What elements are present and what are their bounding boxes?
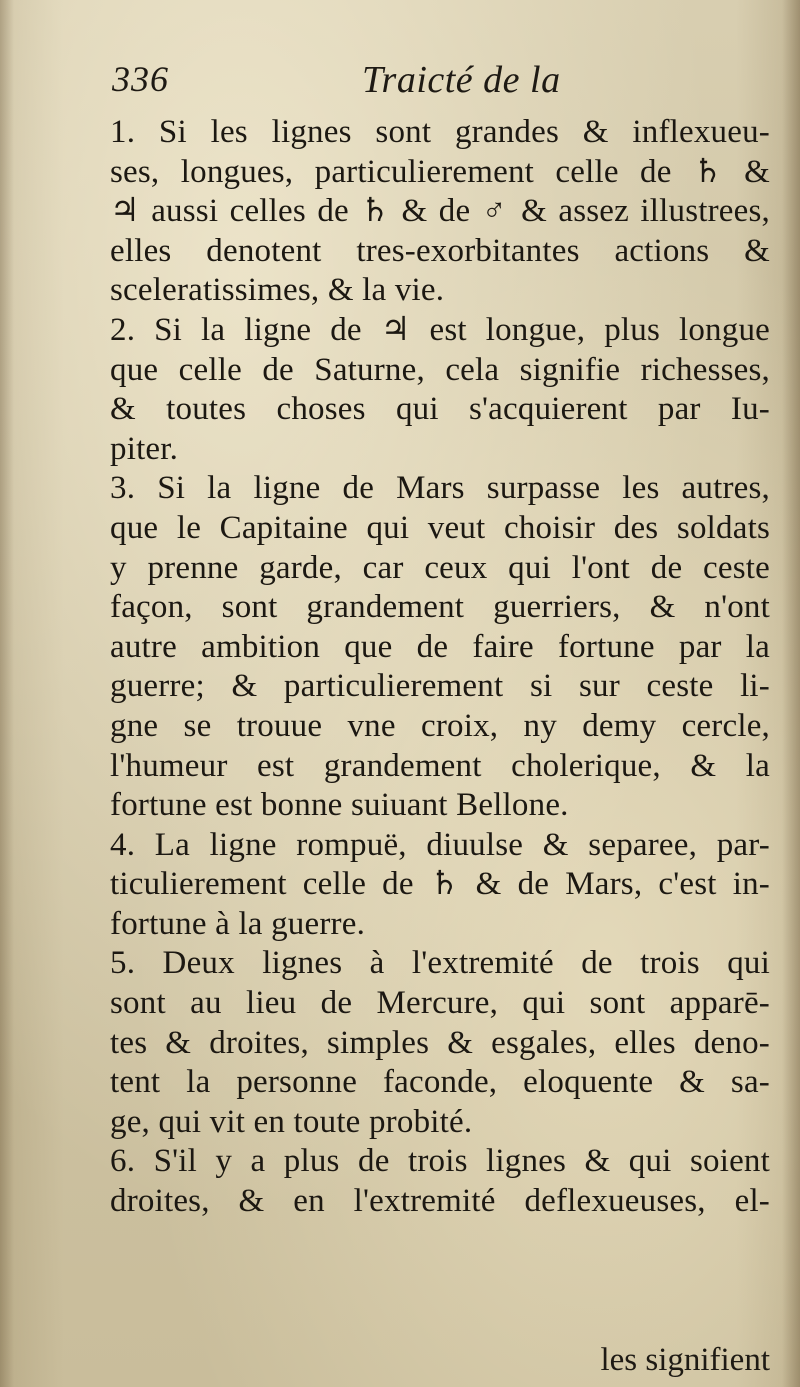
- text-line: piter.: [110, 430, 179, 467]
- text-line: 1. Si les lignes sont grandes & inflexueu-: [110, 114, 770, 150]
- text-line: elles denotent tres-exorbitantes actions &: [110, 232, 770, 269]
- text-line: autre ambition que de faire fortune par la: [110, 628, 770, 665]
- text-line: tent la personne faconde, eloquente & sa-: [110, 1064, 770, 1101]
- text-line: ge, qui vit en toute probité.: [110, 1103, 473, 1140]
- text-line: que celle de Saturne, cela signifie richesses,: [110, 351, 770, 388]
- text-line: fortune est bonne suiuant Bellone.: [110, 787, 569, 824]
- text-line: sont au lieu de Mercure, qui sont apparē-: [110, 985, 770, 1022]
- text-line: guerre; & particulierement si sur ceste li-: [110, 668, 770, 705]
- catchword: les signifient: [600, 1342, 770, 1378]
- page-number: 336: [112, 59, 169, 99]
- text-line: fortune à la guerre.: [110, 905, 366, 942]
- running-title: Traicté de la: [362, 59, 561, 101]
- text-line: ses, longues, particulierement celle de ♄ &: [110, 153, 770, 190]
- text-line: gne se trouue vne croix, ny demy cercle,: [110, 707, 770, 744]
- text-line: 5. Deux lignes à l'extremité de trois qui: [110, 945, 770, 982]
- text-line: droites, & en l'extremité deflexueuses, el-: [110, 1183, 770, 1220]
- text-line: sceleratissimes, & la vie.: [110, 272, 445, 309]
- text-line: 4. La ligne rompuë, diuulse & separee, par-: [110, 826, 770, 863]
- body-text: [110, 113, 770, 1222]
- text-line: tes & droites, simples & esgales, elles deno-: [110, 1024, 770, 1061]
- text-line: & toutes choses qui s'acquierent par Iu-: [110, 391, 770, 428]
- text-line: l'humeur est grandement cholerique, & la: [110, 747, 770, 784]
- text-line: ticulierement celle de ♄ & de Mars, c'est in-: [110, 866, 770, 903]
- text-line: 2. Si la ligne de ♃ est longue, plus longue: [110, 311, 770, 348]
- page-gutter-shadow: [0, 0, 14, 1387]
- running-head: [112, 58, 752, 108]
- text-line: 3. Si la ligne de Mars surpasse les autres,: [110, 470, 770, 507]
- page-edge-shadow: [782, 0, 800, 1387]
- text-line: 6. S'il y a plus de trois lignes & qui soient: [110, 1143, 770, 1180]
- text-line: façon, sont grandement guerriers, & n'ont: [110, 589, 770, 626]
- text-line: ♃ aussi celles de ♄ & de ♂ & assez illustrees,: [110, 193, 770, 230]
- text-line: y prenne garde, car ceux qui l'ont de ceste: [110, 549, 770, 586]
- text-line: que le Capitaine qui veut choisir des soldats: [110, 509, 770, 546]
